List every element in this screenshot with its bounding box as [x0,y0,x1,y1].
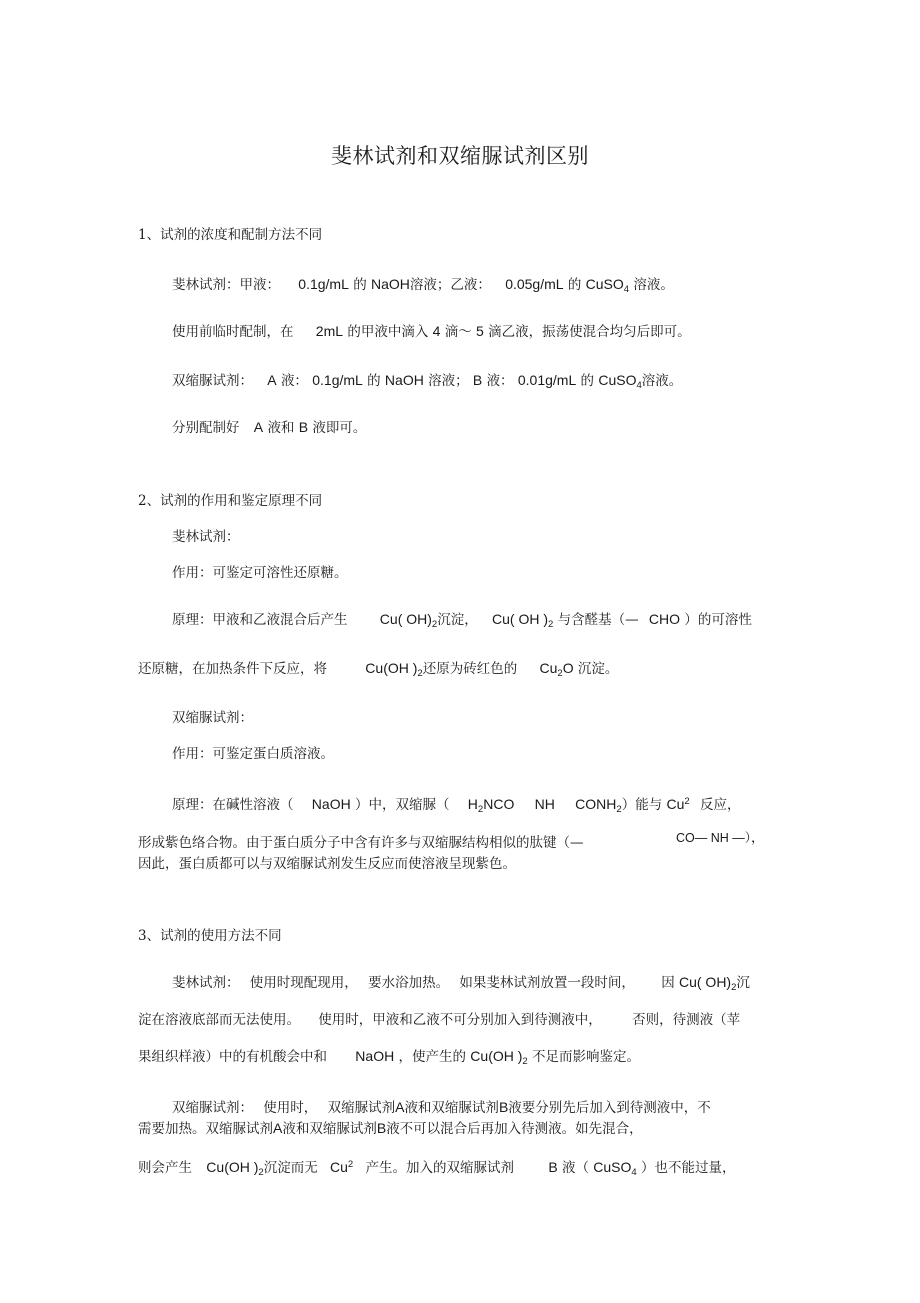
text: 溶液；乙液： [409,277,491,293]
s3-biuret-3 [138,1156,735,1182]
text: 的 [580,373,595,389]
text: 沉淀。 [577,661,619,677]
fehling-label: 斐林试剂： [172,529,240,545]
text: B [376,1120,387,1136]
formula-conh2: $CONH_2$ [575,796,622,815]
section-1-heading: 1、试剂的浓度和配制方法不同 [138,227,323,243]
text: 还原为砖红色的 [422,661,518,677]
fehling-principle-1 [172,610,752,634]
peptide-bond [676,829,765,847]
text: 淀在溶液底部而无法使用。 [138,1012,300,1028]
s1-line-2 [172,322,691,341]
formula-cuoh2: Cu(OH )$_2$ [365,660,423,679]
text: ， [751,830,765,846]
fehling-use: 作用：可鉴定可溶性还原糖。 [172,565,348,581]
text: 滴～ [444,324,472,340]
formula-cu2plus: Cu$^2$ [666,796,690,812]
text: 反应， [700,797,741,813]
text: NaOH [370,276,410,292]
s3-biuret-1 [172,1098,711,1117]
biuret-label: 双缩脲试剂： [172,710,253,726]
s3-biuret-2 [138,1119,643,1138]
text: 原理：甲液和乙液混合后产生 [172,612,348,628]
text: A [273,1120,283,1136]
text: 液： [486,373,514,389]
text: 液和 [267,420,295,436]
text: 使用时现配现用， [249,975,358,991]
text: 0.01g/mL [517,372,577,388]
formula-cu2plus: Cu$^2$ [330,1159,354,1175]
biuret-use: 作用：可鉴定蛋白质溶液。 [172,746,334,762]
text: 双缩脲试剂： [172,373,253,389]
s1-line-1 [172,275,674,299]
text: 沉淀而无 [263,1160,318,1176]
s3-fehling-2 [138,1011,740,1029]
s1-line-3 [172,371,682,395]
text: 产生。加入的双缩脲试剂 [365,1160,515,1176]
text: 分别配制好 [172,420,240,436]
text: 0.05g/mL [505,276,564,292]
text: 液和双缩脲试剂 [282,1121,377,1137]
text: 溶液。 [633,277,674,293]
text: 需要加热。双缩脲试剂 [138,1121,273,1137]
text: B [548,1159,558,1175]
text: 沉 [736,975,750,991]
text: 否则，待测液（苹 [632,1012,741,1028]
formula-peptide: CO— NH —） [676,831,752,845]
formula-cuso4: CuSO$_4$ [598,372,642,391]
text: 还原糖，在加热条件下反应，将 [138,661,327,677]
formula-h2nco: $H_2NCO$ [467,796,515,815]
fehling-principle-2 [138,659,618,683]
text: NaOH [311,796,351,812]
text: 双缩脲试剂： [172,1100,253,1116]
text: 如果斐林试剂放置一段时间， [459,975,635,991]
text: 液： [280,373,308,389]
text: A [253,419,264,435]
text: NH [534,796,555,812]
text: 不足而影响鉴定。 [532,1049,641,1065]
text: 使用时，甲液和乙液不可分别加入到待测液中， [318,1012,602,1028]
text: NaOH [384,372,424,388]
text: 液和双缩脲试剂 [404,1100,499,1116]
text: ）也不能过量， [640,1160,736,1176]
text: 的甲液中滴入 [347,324,429,340]
text: ）中，双缩脲（ [355,797,450,813]
document-title: 斐林试剂和双缩脲试剂区别 [331,144,589,168]
formula-cuso4: CuSO$_4$ [593,1159,637,1178]
text: 果组织样液）中的有机酸会中和 [138,1049,327,1065]
biuret-principle-1 [172,793,741,819]
text: 的 [353,277,367,293]
s3-fehling-3 [138,1047,640,1071]
text: 滴乙液，振荡使混合均匀后即可。 [488,324,691,340]
text: 溶液； [428,373,469,389]
text: B [472,372,483,388]
section-3-heading: 3、试剂的使用方法不同 [138,928,282,944]
text: 4 [432,323,441,339]
text: 使用前临时配制，在 [172,324,294,340]
text: 的 [367,373,381,389]
formula-cuso4: CuSO$_4$ [585,276,630,295]
text: 使用时， [263,1100,318,1116]
text: 0.1g/mL [298,276,349,292]
text: 因 [661,975,675,991]
text: 0.1g/mL [312,372,363,388]
text: 斐林试剂： [172,975,240,991]
formula-cuoh2: Cu(OH )$_2$ [470,1048,528,1067]
text: ，使产生的 [398,1049,466,1065]
formula-cuoh2: Cu(OH )$_2$ [206,1159,264,1178]
text: ）能与 [621,797,663,813]
text: 液（ [561,1160,589,1176]
text: B [298,419,309,435]
text: 则会产生 [138,1160,192,1176]
text: CHO [648,611,681,627]
formula-cuoh2: Cu( $OH)_2$ [678,974,737,993]
text: A [267,372,277,388]
text: 沉淀， [437,612,478,628]
text: 要水浴加热。 [368,975,450,991]
text: 液要分别先后加入到待测液中，不 [508,1100,711,1116]
text: 5 [476,323,484,339]
formula-cuoh2: Cu( $OH)_2$ [379,611,438,630]
s1-line-4 [172,418,366,437]
section-2-heading: 2、试剂的作用和鉴定原理不同 [138,493,323,509]
text: 原理：在碱性溶液（ [172,797,294,813]
text: 溶液。 [641,373,683,389]
biuret-principle-2: 形成紫色络合物。由于蛋白质分子中含有许多与双缩脲结构相似的肽键（— [138,835,584,851]
s3-fehling-1 [172,973,750,997]
text: 液不可以混合后再加入待测液。如先混合， [386,1121,643,1137]
formula-cu2o: $Cu_2O$ [539,660,574,679]
text: B [498,1099,509,1115]
text: 液即可。 [312,420,367,436]
text: A [395,1099,405,1115]
text: 双缩脲试剂 [327,1100,396,1116]
formula-cuoh2: Cu( OH )$_2$ [492,611,554,630]
text: 的 [567,277,582,293]
text: NaOH [355,1048,395,1064]
text: 斐林试剂：甲液： [172,277,280,293]
text: 2mL [315,323,344,339]
text: ）的可溶性 [684,612,752,628]
biuret-principle-3: 因此，蛋白质都可以与双缩脲试剂发生反应而使溶液呈现紫色。 [138,856,516,872]
text: 与含醛基（— [557,612,639,628]
